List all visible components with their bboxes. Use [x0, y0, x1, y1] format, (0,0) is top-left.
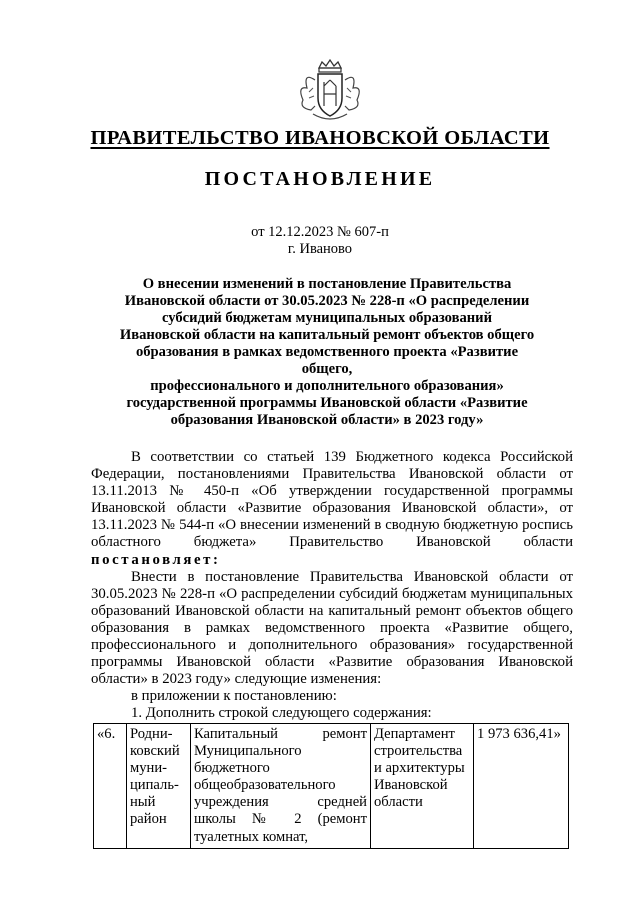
subject-line: О внесении изменений в постановление Правительства — [142, 276, 512, 292]
document-subject — [112, 276, 542, 429]
object-cell: Капитальный ремонт Муниципального бюджетного общеобразовательного учреждения средней школы № 2 (ремонт туалетных комнат, — [191, 724, 371, 849]
appendix-paragraph: в приложении к постановлению: — [131, 688, 337, 705]
item-paragraph: 1. Дополнить строкой следующего содержания: — [131, 705, 432, 722]
subject-line: образования в рамках ведомственного проекта «Развитие общего, — [135, 344, 519, 377]
document-body — [91, 449, 573, 723]
document-meta — [0, 224, 640, 258]
subject-line: государственной программы Ивановской области «Развитие — [126, 395, 528, 411]
district-cell: Родни-ковский муни-ципаль-ный район — [127, 724, 191, 849]
subject-line: Ивановской области на капитальный ремонт объектов общего — [119, 327, 535, 343]
department-cell: Департамент строительства и архитектуры Ивановской области — [371, 724, 474, 849]
amendment-paragraph: Внести в постановление Правительства Ивановской области от 30.05.2023 № 228-п «О распределении субсидий бюджетам муниципальных образований Ивановской области на капитальный ремонт объектов общего образования в рамках ведомственного проекта «Развитие общего, профессионального и дополнительного образования» государственной программы Ивановской области «Развитие образования Ивановской области» в 2023 году» следующие изменения: — [91, 568, 573, 688]
row-number: «6. — [94, 724, 127, 849]
table-row — [94, 724, 569, 849]
organization-title: ПРАВИТЕЛЬСТВО ИВАНОВСКОЙ ОБЛАСТИ — [90, 127, 550, 149]
preamble-paragraph: В соответствии со статьей 139 Бюджетного кодекса Российской Федерации, постановлениями Правительства Ивановской области от 13.11.2013 № 450-п «Об утверждении государственной программы Ивановской области «Развитие образования Ивановской области», от 13.11.2023 № 544-п «О внесении изменений в сводную бюджетную роспись областного бюджета» Правительство Ивановской области постановляет: — [91, 449, 573, 568]
subject-line: профессионального и дополнительного образования» — [150, 378, 504, 394]
subject-line: Ивановской области от 30.05.2023 № 228-п «О распределении — [124, 293, 530, 309]
date-number: от 12.12.2023 № 607-п — [251, 224, 389, 240]
amendment-table — [93, 723, 569, 849]
subject-line: образования Ивановской области» в 2023 году» — [170, 412, 484, 428]
resolves-word: постановляет — [91, 551, 214, 568]
amount-cell: 1 973 636,41» — [474, 724, 569, 849]
document-type: ПОСТАНОВЛЕНИЕ — [204, 168, 436, 190]
city: г. Иваново — [287, 241, 353, 257]
subject-line: субсидий бюджетам муниципальных образований — [162, 310, 492, 326]
coat-of-arms-icon — [289, 58, 371, 124]
